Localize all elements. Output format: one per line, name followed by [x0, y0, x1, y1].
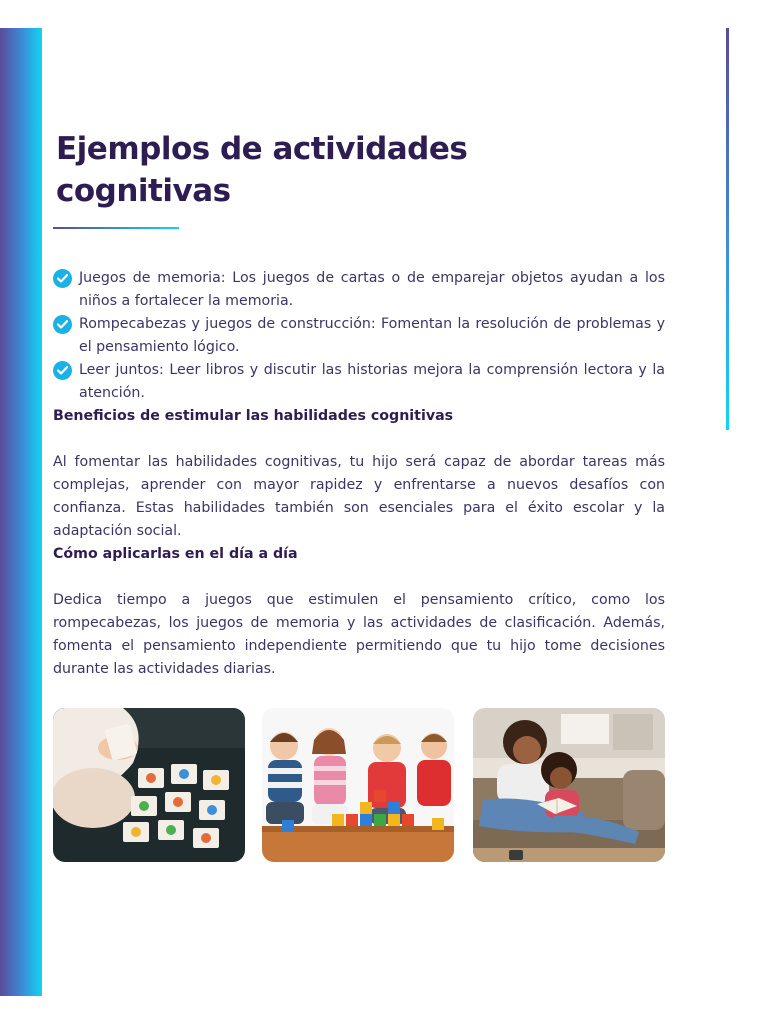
right-accent-line — [726, 28, 729, 430]
activity-text: Leer juntos: Leer libros y discutir las historias mejora la comprensión lectora y la atención. — [79, 362, 665, 401]
activity-text: Rompecabezas y juegos de construcción: Fomentan la resolución de problemas y el pensamiento lógico. — [79, 316, 665, 355]
photo-gallery — [53, 708, 665, 862]
memory-game-photo — [53, 708, 245, 862]
list-item — [53, 359, 665, 405]
check-circle-icon — [53, 269, 72, 288]
check-circle-icon — [53, 361, 72, 380]
list-item — [53, 313, 665, 359]
reading-together-photo — [473, 708, 665, 862]
content-body — [53, 267, 665, 681]
benefits-heading: Beneficios de estimular las habilidades cognitivas — [53, 408, 454, 424]
page-title: Ejemplos de actividades cognitivas — [56, 131, 468, 209]
check-circle-icon — [53, 315, 72, 334]
benefits-paragraph: Al fomentar las habilidades cognitivas, tu hijo será capaz de abordar tareas más complejas, aprender con mayor rapidez y enfrentarse a nuevos desafíos con confianza. Estas habilidades también son esenciales para el éxito escolar y la adaptación social. — [53, 454, 665, 539]
application-paragraph: Dedica tiempo a juegos que estimulen el pensamiento crítico, como los rompecabezas, los juegos de memoria y las actividades de clasificación. Además, fomenta el pensamiento independiente permitiendo que tu hijo tome decisiones durante las actividades diarias. — [53, 592, 665, 677]
activities-list — [53, 267, 665, 405]
building-blocks-photo — [262, 708, 454, 862]
list-item — [53, 267, 665, 313]
application-heading: Cómo aplicarlas en el día a día — [53, 546, 298, 562]
left-accent-bar — [0, 28, 42, 996]
title-underline — [53, 227, 179, 229]
activity-text: Juegos de memoria: Los juegos de cartas o de emparejar objetos ayudan a los niños a fortalecer la memoria. — [79, 270, 665, 309]
